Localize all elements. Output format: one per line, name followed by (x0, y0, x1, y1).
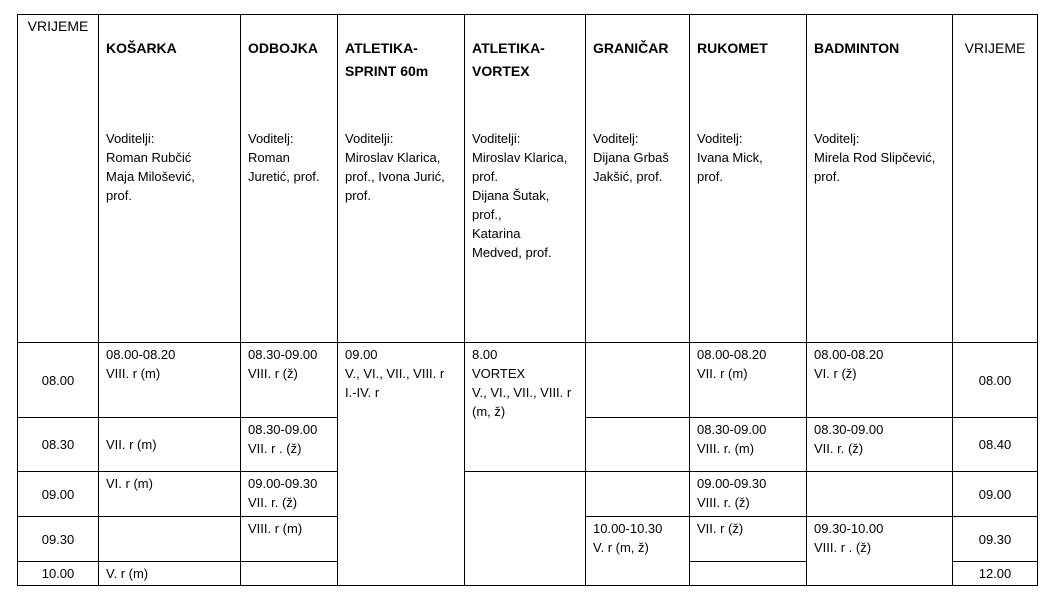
slot-badminton (807, 472, 953, 517)
time-left: 08.30 (18, 418, 99, 472)
sport-leaders: Voditelj: Roman Juretić, prof. (248, 131, 320, 184)
sport-header-granicar (586, 15, 690, 343)
sport-header-odbojka (241, 15, 338, 343)
time-right: 12.00 (953, 562, 1038, 586)
slot-kosarka: 08.00-08.20 VIII. r (m) (99, 343, 241, 418)
sport-leaders: Voditelj: Ivana Mick, prof. (697, 131, 763, 184)
slot-badminton: 08.30-09.00 VII. r. (ž) (807, 418, 953, 472)
time-left: 08.00 (18, 343, 99, 418)
slot-kosarka: VII. r (m) (99, 418, 241, 472)
slot-rukomet: VII. r (ž) (690, 517, 807, 562)
sport-leaders: Voditelji: Miroslav Klarica, prof., Ivona Jurić, prof. (345, 131, 445, 203)
table-row (18, 472, 1038, 517)
time-right: 08.40 (953, 418, 1038, 472)
slot-rukomet: 08.30-09.00 VIII. r. (m) (690, 418, 807, 472)
sport-name: ATLETIKA- SPRINT 60m (345, 40, 429, 79)
sport-header-rukomet (690, 15, 807, 343)
slot-kosarka: V. r (m) (99, 562, 241, 586)
slot-kosarka: VI. r (m) (99, 472, 241, 517)
time-right: 08.00 (953, 343, 1038, 418)
slot-granicar (586, 418, 690, 472)
slot-vortex: 8.00 VORTEX V., VI., VII., VIII. r (m, ž) (465, 343, 586, 472)
time-left: 09.30 (18, 517, 99, 562)
table-row (18, 343, 1038, 418)
slot-sprint: 09.00 V., VI., VII., VIII. r I.-IV. r (338, 343, 465, 586)
slot-odbojka: 08.30-09.00 VII. r . (ž) (241, 418, 338, 472)
slot-granicar (586, 343, 690, 418)
slot-vortex-empty (465, 472, 586, 586)
slot-odbojka: 09.00-09.30 VII. r. (ž) (241, 472, 338, 517)
sport-header-badminton (807, 15, 953, 343)
time-header-right: VRIJEME (953, 15, 1038, 343)
sport-name: ODBOJKA (248, 40, 319, 56)
sport-header-kosarka (99, 15, 241, 343)
sport-leaders: Voditelj: Mirela Rod Slipčević, prof. (814, 131, 936, 184)
sport-name: KOŠARKA (106, 40, 177, 56)
time-right: 09.30 (953, 517, 1038, 562)
slot-odbojka (241, 562, 338, 586)
slot-badminton: 08.00-08.20 VI. r (ž) (807, 343, 953, 418)
slot-granicar: 10.00-10.30 V. r (m, ž) (586, 517, 690, 586)
sport-leaders: Voditelj: Dijana Grbaš Jakšić, prof. (593, 131, 669, 184)
sport-name: RUKOMET (697, 40, 768, 56)
slot-rukomet (690, 562, 807, 586)
slot-rukomet: 08.00-08.20 VII. r (m) (690, 343, 807, 418)
time-header-left: VRIJEME (18, 15, 99, 343)
slot-odbojka: 08.30-09.00 VIII. r (ž) (241, 343, 338, 418)
slot-badminton: 09.30-10.00 VIII. r . (ž) (807, 517, 953, 586)
sport-leaders: Voditelji: Miroslav Klarica, prof. Dijana Šutak, prof., Katarina Medved, prof. (472, 131, 568, 260)
schedule-table (17, 14, 1038, 586)
slot-rukomet: 09.00-09.30 VIII. r. (ž) (690, 472, 807, 517)
sport-header-sprint (338, 15, 465, 343)
time-left: 09.00 (18, 472, 99, 517)
time-right: 09.00 (953, 472, 1038, 517)
sport-name: BADMINTON (814, 40, 900, 56)
slot-odbojka: VIII. r (m) (241, 517, 338, 562)
time-left: 10.00 (18, 562, 99, 586)
sport-name: ATLETIKA- VORTEX (472, 40, 545, 79)
slot-kosarka (99, 517, 241, 562)
slot-granicar (586, 472, 690, 517)
header-row (18, 15, 1038, 343)
sport-header-vortex (465, 15, 586, 343)
sport-name: GRANIČAR (593, 40, 669, 56)
sport-leaders: Voditelji: Roman Rubčić Maja Milošević, prof. (106, 131, 195, 203)
